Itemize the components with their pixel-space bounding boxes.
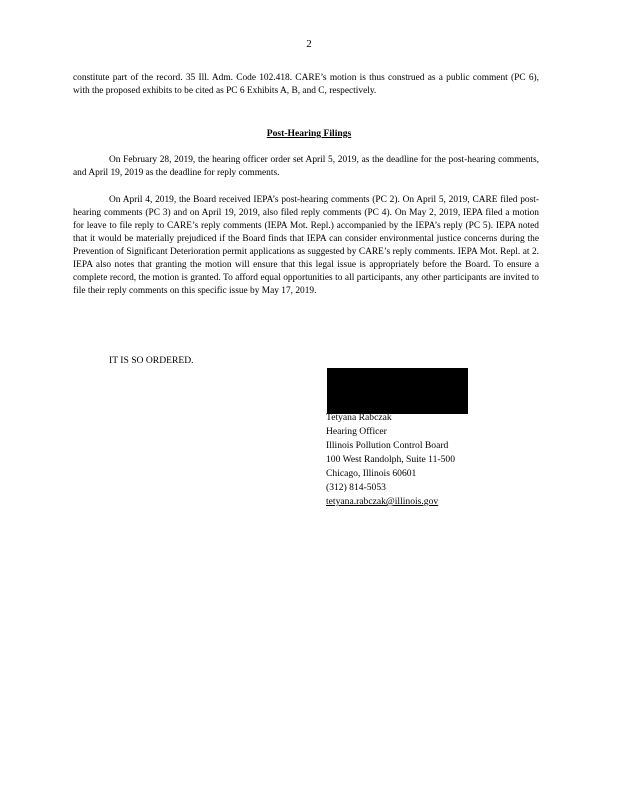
signature-redaction (327, 368, 468, 414)
signer-address-line2: Chicago, Illinois 60601 (326, 468, 417, 479)
paragraph-filings: On April 4, 2019, the Board received IEPA’s post-hearing comments (PC 2). On April 5, 2019, CARE filed post-hearing comments (PC 3) and on April 19, 2019, also filed reply comments (PC 4). On May 2, 2019, IEPA filed a motion for leave to file reply to CARE’s reply comments (IEPA Mot. Repl.) accompanied by the IEPA’s reply (PC 5). IEPA noted that it would be materially prejudiced if the Board finds that IEPA can consider environmental justice concerns during the Prevention of Significant Deterioration permit applications as suggested by CARE’s reply comments. IEPA Mot. Repl. at 2. IEPA also notes that granting the motion will ensure that this legal issue is appropriately before the Board. To ensure a complete record, the motion is granted. To afford equal opportunities to all participants, any other participants are invited to file their reply comments on this specific issue by May 17, 2019. (73, 195, 539, 296)
signer-address-line1: 100 West Randolph, Suite 11-500 (326, 454, 456, 465)
section-heading-text: Post-Hearing Filings (266, 128, 352, 139)
paragraph-deadlines: On February 28, 2019, the hearing officer order set April 5, 2019, as the deadline for the post-hearing comments, and April 19, 2019 as the deadline for reply comments. (73, 155, 539, 178)
signer-name: Tetyana Rabczak (326, 412, 392, 423)
signer-title: Hearing Officer (326, 426, 387, 437)
signature-block (326, 411, 455, 509)
paragraph-record: constitute part of the record. 35 Ill. Adm. Code 102.418. CARE’s motion is thus construed as a public comment (PC 6), with the proposed exhibits to be cited as PC 6 Exhibits A, B, and C, respectively. (73, 73, 539, 96)
signer-organization: Illinois Pollution Control Board (326, 440, 449, 451)
section-heading (0, 128, 618, 139)
order-statement: IT IS SO ORDERED. (109, 355, 194, 366)
signer-phone: (312) 814-5053 (326, 482, 386, 493)
signer-email-link[interactable]: tetyana.rabczak@illinois.gov (326, 496, 439, 507)
page-number: 2 (306, 38, 312, 50)
